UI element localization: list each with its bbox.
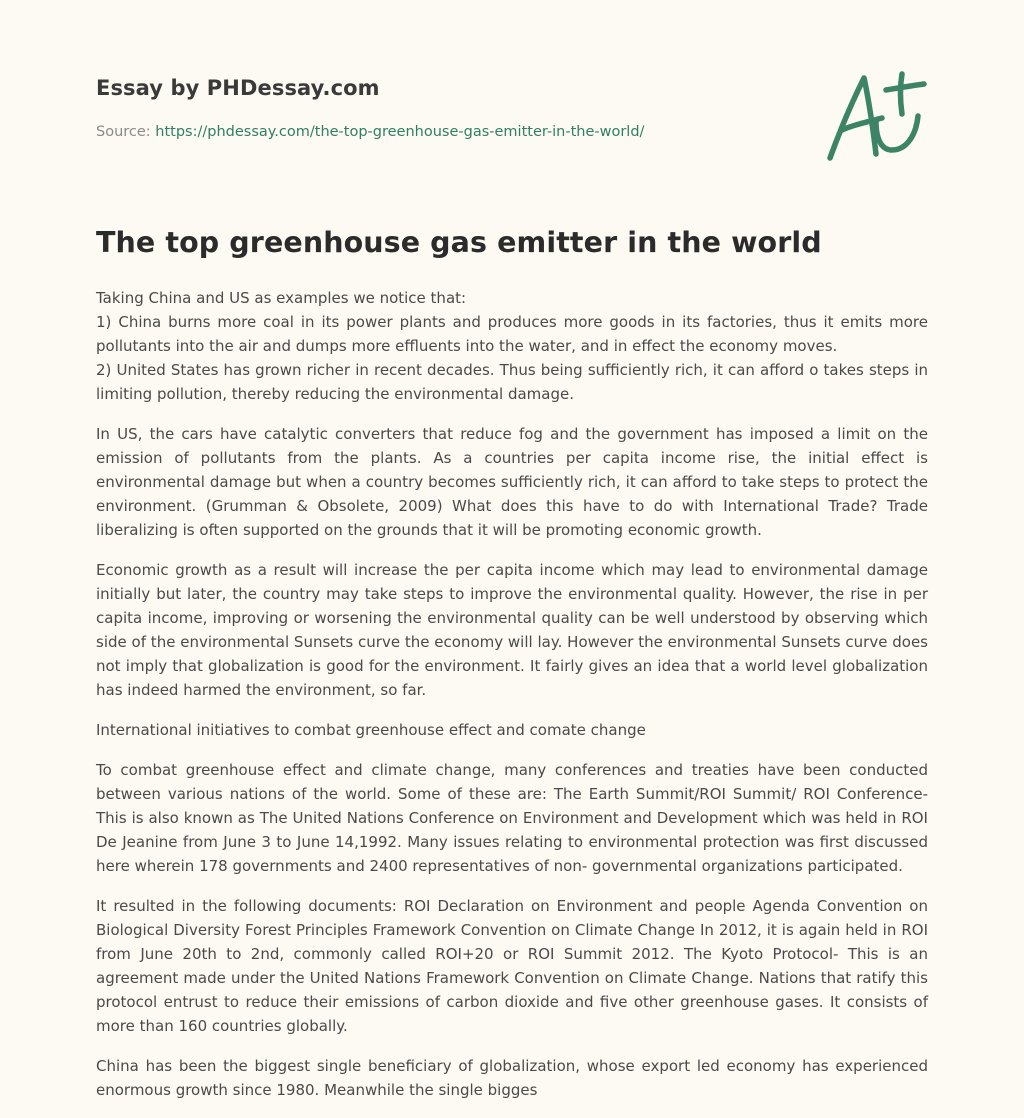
paragraph-china: China has been the biggest single beneficiary of globalization, whose export led economy has experienced enormous growth since 1980. Meanwhile the single bigges xyxy=(96,1057,928,1099)
essay-body xyxy=(96,286,928,1118)
source-label: Source: xyxy=(96,124,151,140)
source-line xyxy=(96,124,644,140)
site-brand: Essay by PHDessay.com xyxy=(96,76,380,100)
essay-title: The top greenhouse gas emitter in the world xyxy=(96,226,822,259)
paragraph-catalytic: In US, the cars have catalytic converters that reduce fog and the government has imposed a limit on the emission of pollutants from the plants. As a countries per capita income rise, the initial effect is environmental damage but when a country becomes sufficiently rich, it can afford to take steps to protect the environment. (Grumman & Obsolete, 2009) What does this have to do with International Trade? Trade liberalizing is often supported on the grounds that it will be promoting economic growth. xyxy=(96,425,928,539)
paragraph-documents: It resulted in the following documents: ROI Declaration on Environment and people Agenda Convention on Biological Diversity Forest Principles Framework Convention on Climate Change In 2012, it is again held in ROI from June 20th to 2nd, commonly called ROI+20 or ROI Summit 2012. The Kyoto Protocol- This is an agreement made under the United Nations Framework Convention on Climate Change. Nations that ratify this protocol entrust to reduce their emissions of carbon dioxide and five other greenhouse gases. It consists of more than 160 countries globally. xyxy=(96,897,928,1035)
paragraph-initiatives-heading: International initiatives to combat greenhouse effect and comate change xyxy=(96,721,646,739)
intro-paragraph xyxy=(96,286,928,406)
paragraph-economic-growth: Economic growth as a result will increase the per capita income which may lead to environmental damage initially but later, the country may take steps to improve the environmental quality. However, the rise in per capita income, improving or worsening the environmental quality can be well understood by observing which side of the environmental Sunsets curve the economy will lay. However the environmental Sunsets curve does not imply that globalization is good for the environment. It fairly gives an idea that a world level globalization has indeed harmed the environment, so far. xyxy=(96,561,928,699)
point-1: 1) China burns more coal in its power plants and produces more goods in its factories, thus it emits more pollutants into the air and dumps more effluents into the water, and in effect the economy moves. xyxy=(96,313,928,355)
a-plus-logo-icon xyxy=(820,66,930,166)
intro-line: Taking China and US as examples we notice that: xyxy=(96,289,467,307)
source-link[interactable]: https://phdessay.com/the-top-greenhouse-gas-emitter-in-the-world/ xyxy=(155,124,645,140)
point-2: 2) United States has grown richer in recent decades. Thus being sufficiently rich, it can afford o takes steps in limiting pollution, thereby reducing the environmental damage. xyxy=(96,361,928,403)
paragraph-conferences: To combat greenhouse effect and climate change, many conferences and treaties have been conducted between various nations of the world. Some of these are: The Earth Summit/ROI Summit/ ROI Conference- This is also known as The United Nations Conference on Environment and Development which was held in ROI De Jeanine from June 3 to June 14,1992. Many issues relating to environmental protection was first discussed here wherein 178 governments and 2400 representatives of non- governmental organizations participated. xyxy=(96,761,928,875)
